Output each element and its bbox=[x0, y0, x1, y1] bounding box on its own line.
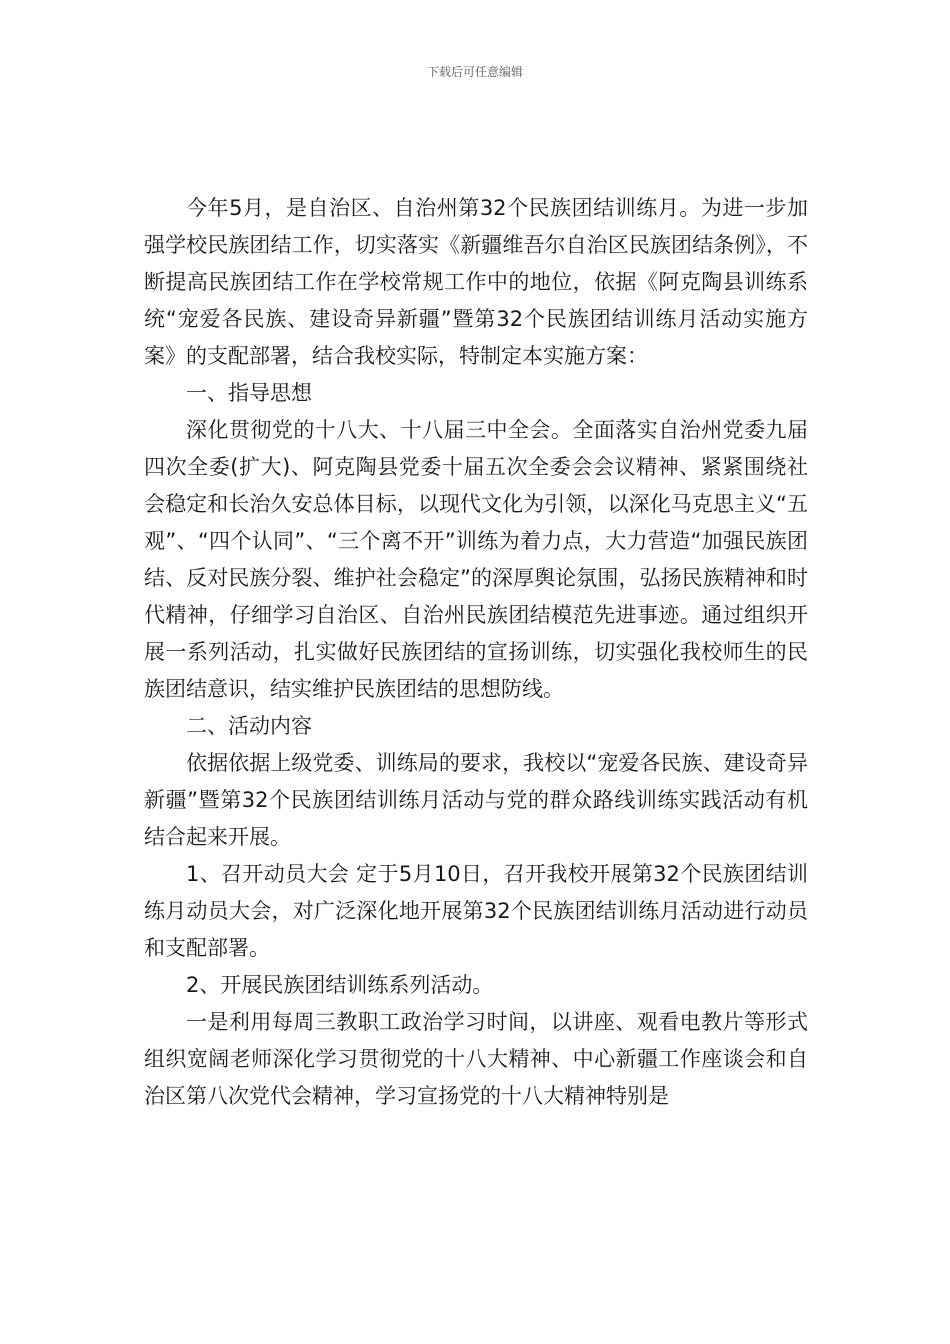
guiding-ideology-paragraph: 深化贯彻党的十八大、十八届三中全会。全面落实自治州党委九届四次全委(扩大)、阿克陶县党委十届五次全委会会议精神、紧紧围绕社会稳定和长治久安总体目标，以现代文化为引领，以深化马克思主义“五观”、“四个认同”、“三个离不开”训练为着力点，大力营造“加强民族团结、反对民族分裂、维护社会稳定”的深厚舆论氛围，弘扬民族精神和时代精神，仔细学习自治区、自治州民族团结模范先进事迹。通过组织开展一系列活动，扎实做好民族团结的宣扬训练，切实强化我校师生的民族团结意识，结实维护民族团结的思想防线。 bbox=[144, 418, 808, 701]
page-header: 下载后可任意编辑 bbox=[426, 65, 523, 79]
mobilization-meeting-paragraph: 1、召开动员大会 定于5月10日，召开我校开展第32个民族团结训练月动员大会，对广泛深化地开展第32个民族团结训练月活动进行动员和支配部署。 bbox=[144, 862, 808, 960]
political-study-paragraph: 一是利用每周三教职工政治学习时间，以讲座、观看电教片等形式组织宽阔老师深化学习贯彻党的十八大精神、中心新疆工作座谈会和自治区第八次党代会精神，学习宣扬党的十八大精神特别是 bbox=[144, 1010, 808, 1108]
document-body bbox=[144, 190, 808, 1115]
section-heading-guiding-ideology: 一、指导思想 bbox=[186, 381, 312, 405]
activity-content-paragraph: 依据依据上级党委、训练局的要求，我校以“宠爱各民族、建设奇异新疆”暨第32个民族团结训练月活动与党的群众路线训练实践活动有机结合起来开展。 bbox=[144, 751, 808, 849]
intro-paragraph: 今年5月，是自治区、自治州第32个民族团结训练月。为进一步加强学校民族团结工作，切实落实《新疆维吾尔自治区民族团结条例》，不断提高民族团结工作在学校常规工作中的地位，依据《阿克陶县训练系统“宠爱各民族、建设奇异新疆”暨第32个民族团结训练月活动实施方案》的支配部署，结合我校实际，特制定本实施方案： bbox=[144, 196, 808, 368]
section-heading-activity-content: 二、活动内容 bbox=[186, 714, 312, 738]
education-activities-paragraph: 2、开展民族团结训练系列活动。 bbox=[186, 973, 494, 997]
